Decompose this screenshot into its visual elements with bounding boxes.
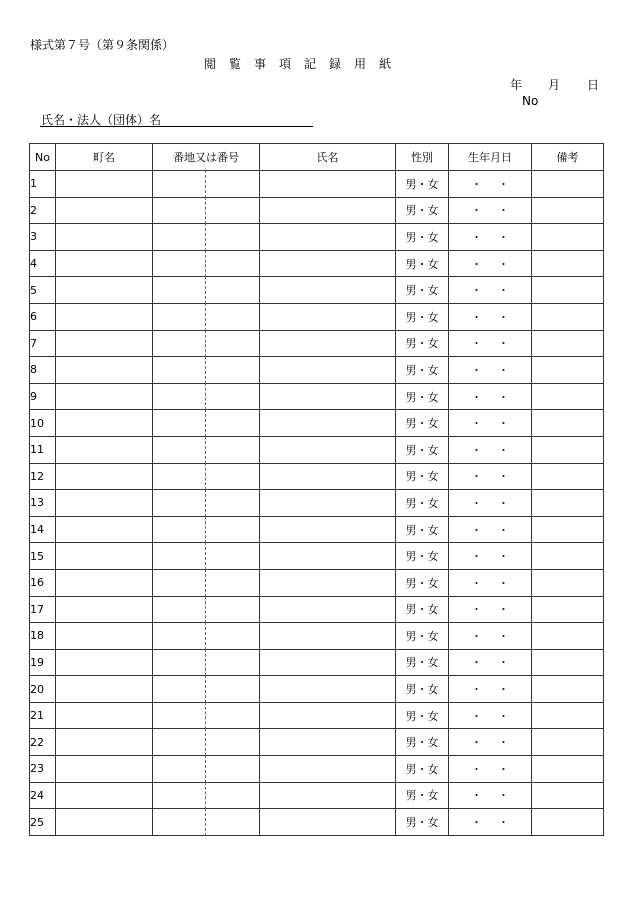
dob-cell[interactable] [449, 463, 532, 490]
dob-separators: ・・ [471, 816, 525, 830]
name-cell[interactable] [260, 197, 396, 224]
name-cell[interactable] [260, 303, 396, 330]
row-number: 20 [30, 676, 56, 703]
notes-cell[interactable] [532, 171, 604, 198]
sex-cell[interactable]: 男・女 [396, 702, 449, 729]
town-cell[interactable] [56, 490, 153, 517]
sex-cell[interactable]: 男・女 [396, 649, 449, 676]
notes-cell[interactable] [532, 383, 604, 410]
dob-separators: ・・ [471, 736, 525, 750]
form-number: 様式第７号（第９条関係） [30, 38, 175, 52]
dob-separators: ・・ [471, 629, 525, 643]
dob-cell[interactable] [449, 197, 532, 224]
table-row [30, 543, 604, 570]
sex-cell[interactable]: 男・女 [396, 410, 449, 437]
dob-separators: ・・ [471, 363, 525, 377]
name-cell[interactable] [260, 756, 396, 783]
row-number: 7 [30, 330, 56, 357]
name-cell[interactable] [260, 330, 396, 357]
table-row [30, 702, 604, 729]
town-cell[interactable] [56, 330, 153, 357]
table-row [30, 224, 604, 251]
lot-number-cell[interactable] [153, 410, 260, 437]
dob-cell[interactable] [449, 357, 532, 384]
lot-number-cell[interactable] [153, 782, 260, 809]
dob-cell[interactable] [449, 782, 532, 809]
table-row [30, 782, 604, 809]
table-row [30, 277, 604, 304]
sex-cell[interactable]: 男・女 [396, 171, 449, 198]
name-cell[interactable] [260, 516, 396, 543]
name-cell[interactable] [260, 702, 396, 729]
notes-cell[interactable] [532, 782, 604, 809]
lot-number-cell[interactable] [153, 463, 260, 490]
sex-cell[interactable]: 男・女 [396, 782, 449, 809]
notes-cell[interactable] [532, 357, 604, 384]
town-cell[interactable] [56, 197, 153, 224]
dob-separators: ・・ [471, 204, 525, 218]
date-year-label: 年 [510, 78, 523, 92]
dob-cell[interactable] [449, 596, 532, 623]
sex-cell[interactable]: 男・女 [396, 596, 449, 623]
row-number: 17 [30, 596, 56, 623]
table-header-row [30, 144, 604, 171]
sex-cell[interactable]: 男・女 [396, 809, 449, 836]
lot-number-cell[interactable] [153, 250, 260, 277]
row-number: 18 [30, 623, 56, 650]
dob-separators: ・・ [471, 496, 525, 510]
sex-cell[interactable]: 男・女 [396, 756, 449, 783]
name-cell[interactable] [260, 357, 396, 384]
sex-cell[interactable]: 男・女 [396, 250, 449, 277]
town-cell[interactable] [56, 277, 153, 304]
name-cell[interactable] [260, 676, 396, 703]
town-cell[interactable] [56, 224, 153, 251]
sex-cell[interactable]: 男・女 [396, 676, 449, 703]
sex-cell[interactable]: 男・女 [396, 623, 449, 650]
name-cell[interactable] [260, 809, 396, 836]
row-number: 15 [30, 543, 56, 570]
table-row [30, 330, 604, 357]
sex-cell[interactable]: 男・女 [396, 569, 449, 596]
lot-number-cell[interactable] [153, 543, 260, 570]
lot-number-cell[interactable] [153, 383, 260, 410]
row-number: 12 [30, 463, 56, 490]
date-day-label: 日 [587, 78, 600, 92]
notes-cell[interactable] [532, 676, 604, 703]
dob-cell[interactable] [449, 330, 532, 357]
name-cell[interactable] [260, 623, 396, 650]
sex-cell[interactable]: 男・女 [396, 516, 449, 543]
row-number: 10 [30, 410, 56, 437]
table-row [30, 569, 604, 596]
header-dob: 生年月日 [449, 144, 532, 171]
dob-cell[interactable] [449, 702, 532, 729]
town-cell[interactable] [56, 676, 153, 703]
dob-cell[interactable] [449, 569, 532, 596]
town-cell[interactable] [56, 463, 153, 490]
table-row [30, 649, 604, 676]
town-cell[interactable] [56, 383, 153, 410]
header-lot: 番地又は番号 [153, 144, 260, 171]
dob-cell[interactable] [449, 250, 532, 277]
name-cell[interactable] [260, 490, 396, 517]
name-cell[interactable] [260, 782, 396, 809]
lot-number-cell[interactable] [153, 277, 260, 304]
sex-cell[interactable]: 男・女 [396, 543, 449, 570]
notes-cell[interactable] [532, 543, 604, 570]
dob-cell[interactable] [449, 543, 532, 570]
applicant-name-line [40, 126, 313, 127]
town-cell[interactable] [56, 596, 153, 623]
table-row [30, 516, 604, 543]
header-name: 氏名 [260, 144, 396, 171]
table-row [30, 357, 604, 384]
table-row [30, 171, 604, 198]
name-cell[interactable] [260, 596, 396, 623]
dob-cell[interactable] [449, 171, 532, 198]
table-row [30, 410, 604, 437]
table-row [30, 596, 604, 623]
town-cell[interactable] [56, 809, 153, 836]
town-cell[interactable] [56, 782, 153, 809]
name-cell[interactable] [260, 224, 396, 251]
dob-cell[interactable] [449, 436, 532, 463]
date-month-label: 月 [548, 78, 561, 92]
notes-cell[interactable] [532, 516, 604, 543]
name-cell[interactable] [260, 277, 396, 304]
dob-separators: ・・ [471, 310, 525, 324]
dob-separators: ・・ [471, 230, 525, 244]
name-cell[interactable] [260, 729, 396, 756]
lot-number-cell[interactable] [153, 569, 260, 596]
row-number: 21 [30, 702, 56, 729]
dob-cell[interactable] [449, 676, 532, 703]
lot-number-cell[interactable] [153, 171, 260, 198]
name-cell[interactable] [260, 436, 396, 463]
lot-number-cell[interactable] [153, 756, 260, 783]
notes-cell[interactable] [532, 224, 604, 251]
dob-separators: ・・ [471, 337, 525, 351]
town-cell[interactable] [56, 543, 153, 570]
row-number: 8 [30, 357, 56, 384]
dob-separators: ・・ [471, 762, 525, 776]
notes-cell[interactable] [532, 490, 604, 517]
sex-cell[interactable]: 男・女 [396, 357, 449, 384]
dob-cell[interactable] [449, 649, 532, 676]
dob-cell[interactable] [449, 303, 532, 330]
row-number: 14 [30, 516, 56, 543]
town-cell[interactable] [56, 303, 153, 330]
lot-number-cell[interactable] [153, 809, 260, 836]
dob-separators: ・・ [471, 656, 525, 670]
dob-cell[interactable] [449, 410, 532, 437]
notes-cell[interactable] [532, 197, 604, 224]
table-row [30, 676, 604, 703]
table-row [30, 729, 604, 756]
lot-number-cell[interactable] [153, 649, 260, 676]
town-cell[interactable] [56, 702, 153, 729]
table-row [30, 623, 604, 650]
name-cell[interactable] [260, 171, 396, 198]
notes-cell[interactable] [532, 569, 604, 596]
lot-number-cell[interactable] [153, 676, 260, 703]
sex-cell[interactable]: 男・女 [396, 330, 449, 357]
table-row [30, 436, 604, 463]
table-row [30, 463, 604, 490]
notes-cell[interactable] [532, 649, 604, 676]
town-cell[interactable] [56, 171, 153, 198]
sex-cell[interactable]: 男・女 [396, 383, 449, 410]
sex-cell[interactable]: 男・女 [396, 490, 449, 517]
dob-separators: ・・ [471, 443, 525, 457]
row-number: 5 [30, 277, 56, 304]
town-cell[interactable] [56, 410, 153, 437]
document-title: 閲覧事項記録用紙 [204, 57, 405, 71]
table-row [30, 383, 604, 410]
dob-separators: ・・ [471, 284, 525, 298]
dob-separators: ・・ [471, 470, 525, 484]
row-number: 16 [30, 569, 56, 596]
dob-separators: ・・ [471, 550, 525, 564]
table-body [30, 171, 604, 836]
name-cell[interactable] [260, 410, 396, 437]
notes-cell[interactable] [532, 809, 604, 836]
row-number: 24 [30, 782, 56, 809]
lot-number-cell[interactable] [153, 490, 260, 517]
row-number: 11 [30, 436, 56, 463]
dob-cell[interactable] [449, 809, 532, 836]
notes-cell[interactable] [532, 410, 604, 437]
notes-cell[interactable] [532, 756, 604, 783]
dob-cell[interactable] [449, 277, 532, 304]
register-table [29, 143, 604, 836]
row-number: 19 [30, 649, 56, 676]
table-row [30, 303, 604, 330]
lot-number-cell[interactable] [153, 197, 260, 224]
dob-cell[interactable] [449, 224, 532, 251]
name-cell[interactable] [260, 543, 396, 570]
lot-number-cell[interactable] [153, 330, 260, 357]
town-cell[interactable] [56, 729, 153, 756]
sex-cell[interactable]: 男・女 [396, 436, 449, 463]
header-sex: 性別 [396, 144, 449, 171]
row-number: 13 [30, 490, 56, 517]
dob-separators: ・・ [471, 177, 525, 191]
notes-cell[interactable] [532, 303, 604, 330]
notes-cell[interactable] [532, 330, 604, 357]
row-number: 3 [30, 224, 56, 251]
lot-number-cell[interactable] [153, 516, 260, 543]
row-number: 6 [30, 303, 56, 330]
sex-cell[interactable]: 男・女 [396, 303, 449, 330]
sex-cell[interactable]: 男・女 [396, 224, 449, 251]
table-row [30, 197, 604, 224]
dob-separators: ・・ [471, 603, 525, 617]
row-number: 25 [30, 809, 56, 836]
lot-number-cell[interactable] [153, 702, 260, 729]
notes-cell[interactable] [532, 702, 604, 729]
lot-number-cell[interactable] [153, 729, 260, 756]
row-number: 4 [30, 250, 56, 277]
dob-separators: ・・ [471, 576, 525, 590]
lot-number-cell[interactable] [153, 436, 260, 463]
row-number: 2 [30, 197, 56, 224]
name-cell[interactable] [260, 569, 396, 596]
town-cell[interactable] [56, 516, 153, 543]
town-cell[interactable] [56, 649, 153, 676]
document-no-label: No [522, 94, 539, 108]
dob-separators: ・・ [471, 390, 525, 404]
row-number: 1 [30, 171, 56, 198]
header-town: 町名 [56, 144, 153, 171]
town-cell[interactable] [56, 756, 153, 783]
table-row [30, 756, 604, 783]
applicant-name-label: 氏名・法人（団体）名 [41, 113, 162, 127]
lot-number-cell[interactable] [153, 357, 260, 384]
notes-cell[interactable] [532, 623, 604, 650]
header-notes: 備考 [532, 144, 604, 171]
notes-cell[interactable] [532, 250, 604, 277]
dob-cell[interactable] [449, 756, 532, 783]
name-cell[interactable] [260, 250, 396, 277]
name-cell[interactable] [260, 649, 396, 676]
lot-number-cell[interactable] [153, 303, 260, 330]
header-no: No [30, 144, 56, 171]
town-cell[interactable] [56, 250, 153, 277]
table-row [30, 250, 604, 277]
row-number: 23 [30, 756, 56, 783]
dob-separators: ・・ [471, 257, 525, 271]
dob-cell[interactable] [449, 490, 532, 517]
dob-separators: ・・ [471, 417, 525, 431]
town-cell[interactable] [56, 569, 153, 596]
name-cell[interactable] [260, 463, 396, 490]
notes-cell[interactable] [532, 277, 604, 304]
dob-cell[interactable] [449, 383, 532, 410]
notes-cell[interactable] [532, 436, 604, 463]
dob-separators: ・・ [471, 523, 525, 537]
sex-cell[interactable]: 男・女 [396, 197, 449, 224]
dob-cell[interactable] [449, 729, 532, 756]
row-number: 9 [30, 383, 56, 410]
town-cell[interactable] [56, 436, 153, 463]
town-cell[interactable] [56, 357, 153, 384]
lot-number-cell[interactable] [153, 596, 260, 623]
table-row [30, 490, 604, 517]
notes-cell[interactable] [532, 596, 604, 623]
dob-separators: ・・ [471, 709, 525, 723]
name-cell[interactable] [260, 383, 396, 410]
dob-separators: ・・ [471, 789, 525, 803]
notes-cell[interactable] [532, 463, 604, 490]
lot-number-cell[interactable] [153, 224, 260, 251]
row-number: 22 [30, 729, 56, 756]
sex-cell[interactable]: 男・女 [396, 277, 449, 304]
lot-number-cell[interactable] [153, 623, 260, 650]
dob-separators: ・・ [471, 683, 525, 697]
dob-cell[interactable] [449, 516, 532, 543]
notes-cell[interactable] [532, 729, 604, 756]
town-cell[interactable] [56, 623, 153, 650]
sex-cell[interactable]: 男・女 [396, 463, 449, 490]
dob-cell[interactable] [449, 623, 532, 650]
table-row [30, 809, 604, 836]
sex-cell[interactable]: 男・女 [396, 729, 449, 756]
